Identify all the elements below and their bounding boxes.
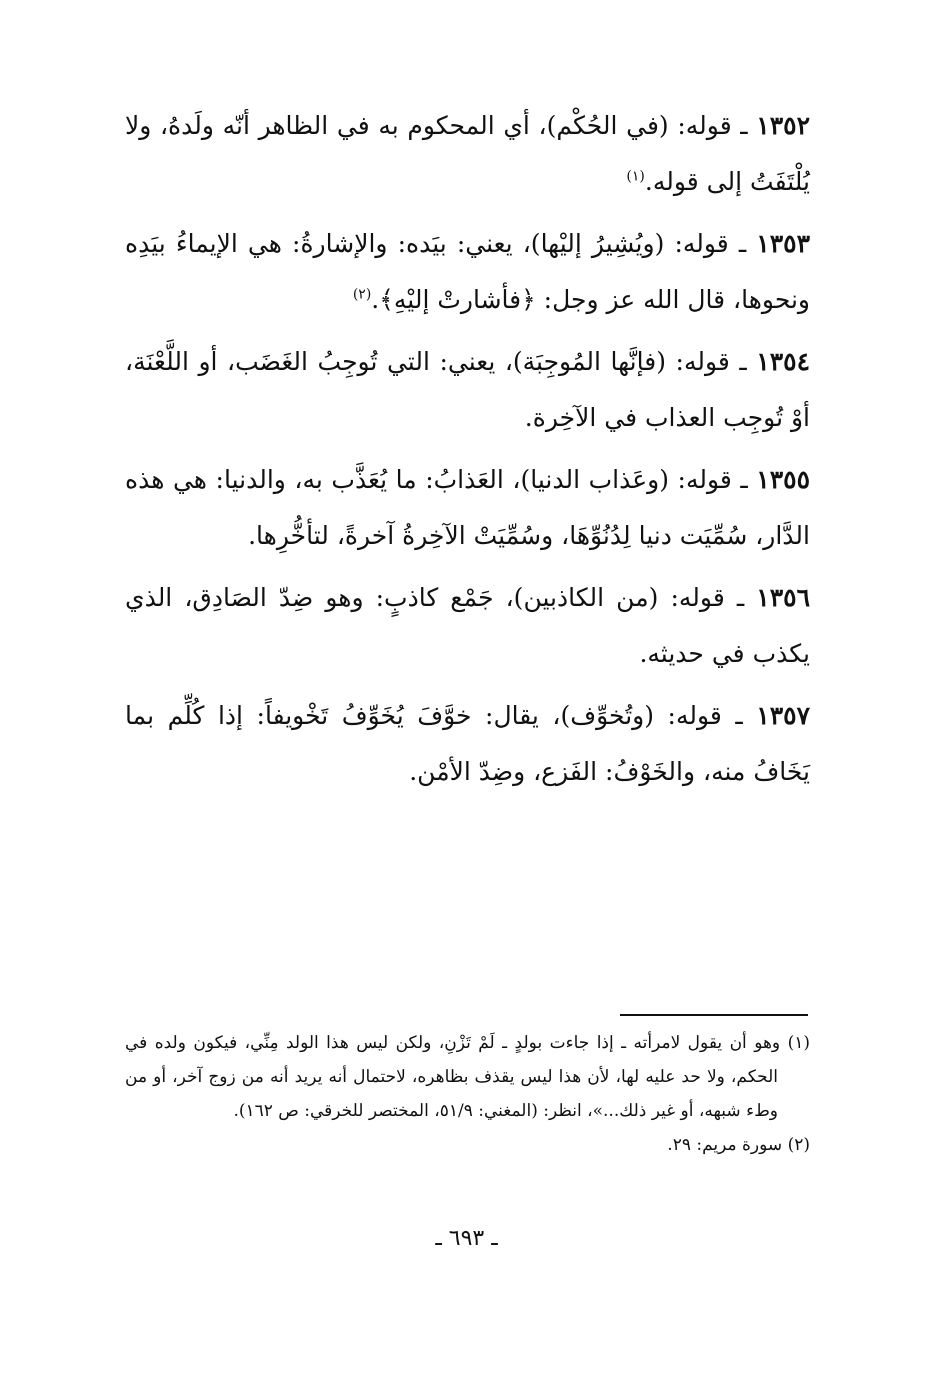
entry-number: ١٣٥٢ bbox=[756, 111, 810, 140]
footnote-text: وهو أن يقول لامرأته ـ إذا جاءت بولدٍ ـ لَمْ تَزْنِ، ولكن ليس هذا الولد مِنِّي، فيكون ولده في الحكم، ولا حد عليه لها، لأن هذا ليس يقذف بظاهره، لاحتمال أنه يريد أنه من زوج آخر، أو من وطء شبهه، أو غير ذلك...»، انظر: (المغني: ٥١/٩، المختصر للخرقي: ص ١٦٢). bbox=[125, 1033, 781, 1121]
entry-1355 bbox=[125, 452, 810, 564]
footnote-1 bbox=[125, 1026, 810, 1128]
footnote-marker: (١) bbox=[787, 1033, 810, 1053]
footnote-2 bbox=[125, 1128, 810, 1162]
entry-text: ـ قوله: (ويُشِيرُ إليْها)، يعني: بيَده: والإشارةُ: هي الإيماءُ بيَدِه ونحوها، قال الله عز وجل: ﴿فأشارتْ إليْهِ﴾. bbox=[125, 229, 810, 314]
entry-text: ـ قوله: (من الكاذبين)، جَمْع كاذبٍ: وهو ضِدّ الصَادِق، الذي يكذب في حديثه. bbox=[125, 583, 810, 668]
footnote-text: سورة مريم: ٢٩. bbox=[667, 1135, 783, 1155]
entry-number: ١٣٥٦ bbox=[756, 583, 810, 612]
entry-text: ـ قوله: (فإنَّها المُوجِبَة)، يعني: التي تُوجِبُ الغَضَب، أو اللَّعْنَة، أوْ تُوجِب العذاب في الآخِرة. bbox=[125, 347, 810, 432]
entry-number: ١٣٥٧ bbox=[756, 701, 810, 730]
entry-number: ١٣٥٥ bbox=[756, 465, 810, 494]
entry-text: ـ قوله: (وتُخوِّف)، يقال: خوَّفَ يُخَوِّفُ تَخْويفاً: إذا كُلِّم بما يَخَافُ منه، والخَوْفُ: الفَزع، وضِدّ الأمْن. bbox=[125, 701, 810, 786]
entry-1352 bbox=[125, 98, 810, 210]
footnotes bbox=[125, 1026, 810, 1162]
footnote-marker: (٢) bbox=[787, 1135, 810, 1155]
entry-1353 bbox=[125, 216, 810, 328]
entry-number: ١٣٥٤ bbox=[756, 347, 810, 376]
footnote-reference[interactable]: (٢) bbox=[352, 286, 372, 303]
entry-number: ١٣٥٣ bbox=[756, 229, 810, 258]
page-number: ـ ٦٩٣ ـ bbox=[435, 1226, 498, 1251]
entry-text: ـ قوله: (في الحُكْم)، أي المحكوم به في الظاهر أنّه ولَدهُ، ولا يُلْتَفَتُ إلى قوله. bbox=[125, 111, 810, 196]
entry-1354 bbox=[125, 334, 810, 446]
footnote-divider bbox=[620, 1014, 808, 1016]
footnote-reference[interactable]: (١) bbox=[626, 168, 645, 185]
main-text bbox=[125, 98, 810, 806]
entry-1356 bbox=[125, 570, 810, 682]
entry-1357 bbox=[125, 688, 810, 800]
entry-text: ـ قوله: (وعَذاب الدنيا)، العَذابُ: ما يُعَذَّب به، والدنيا: هي هذه الدَّار، سُمِّيَت دنيا لِدُنُوِّهَا، وسُمِّيَتْ الآخِرةُ آخرةً، لتأخُّرِها. bbox=[125, 465, 810, 550]
